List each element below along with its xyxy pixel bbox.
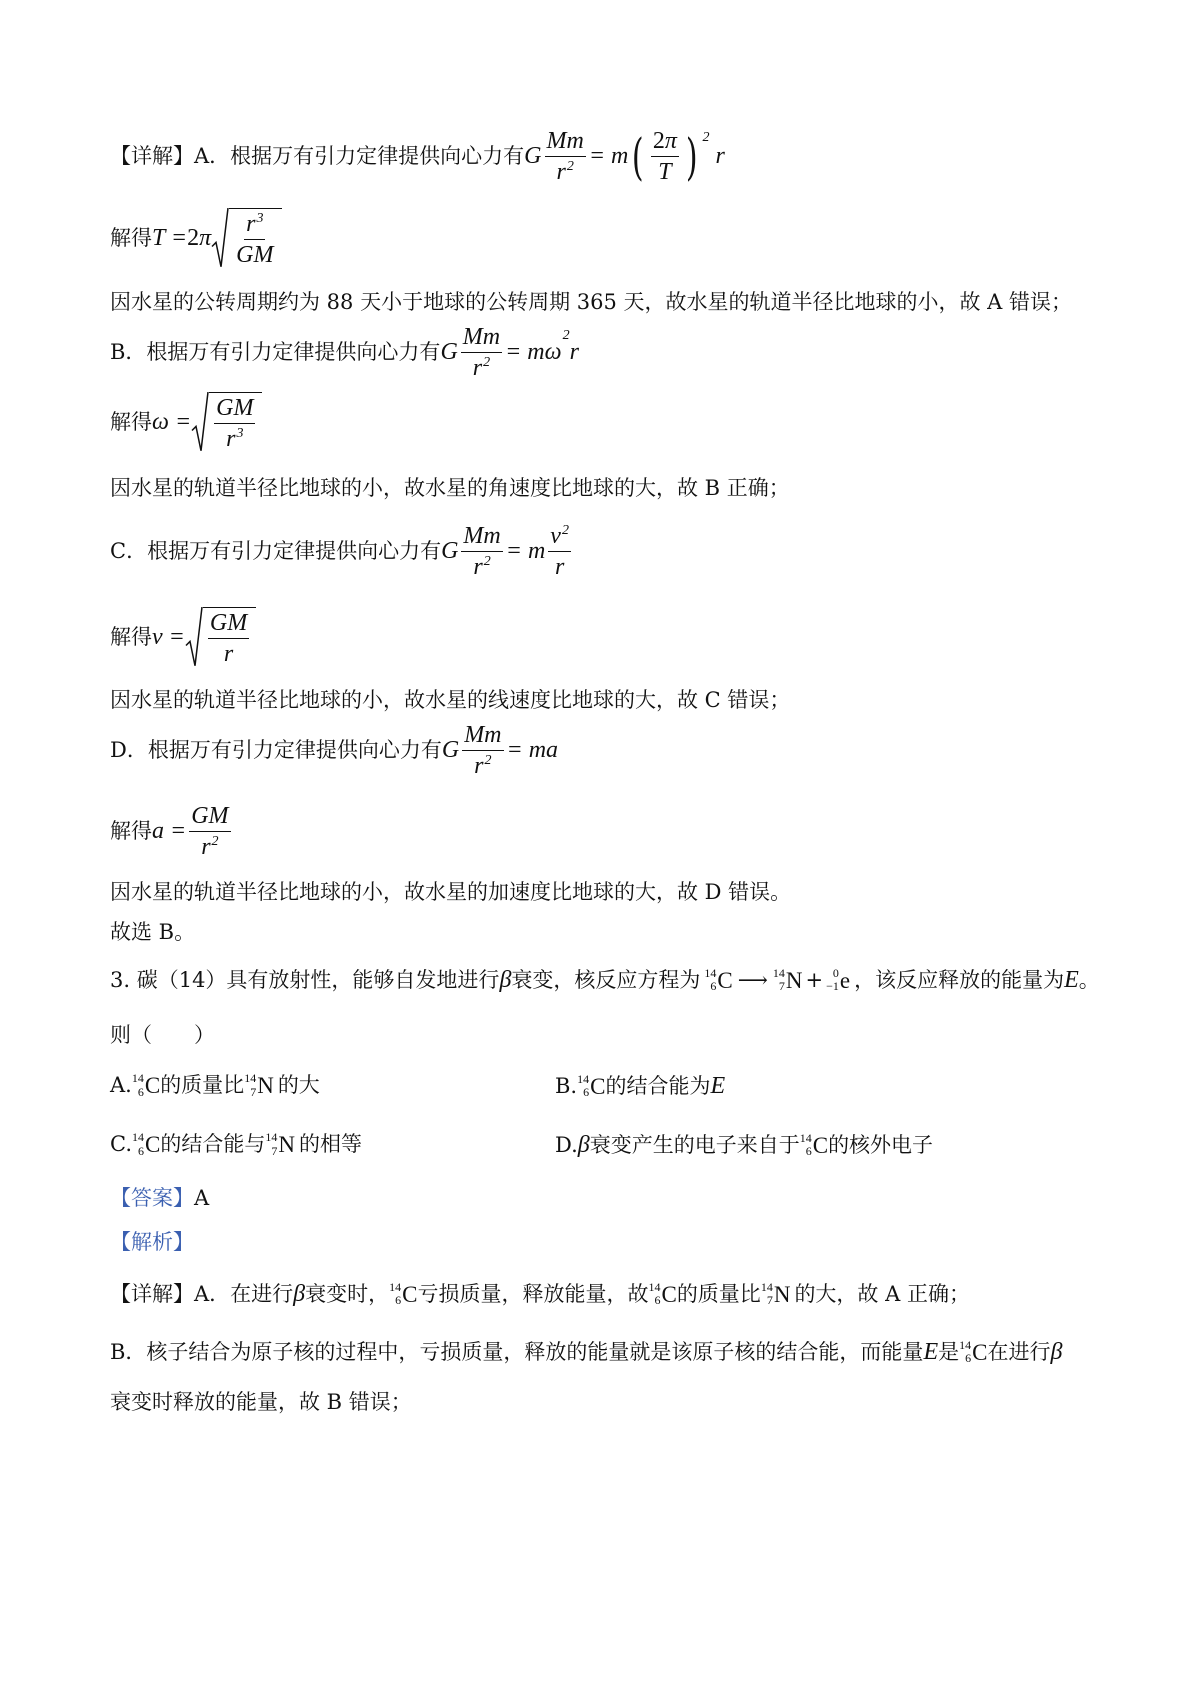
answer-label: 【答案】 [110, 1186, 194, 1210]
detail-a-solve: 解得 [110, 225, 152, 250]
formula-acceleration-result: a = $\frac{GM}{r^2}$ [152, 803, 229, 861]
formula-omega-result: ω = $\frac{GM}{r^3}$ [152, 392, 262, 453]
option-c[interactable]: C. 14 6 C 的结合能与 14 7 N 的相等 [110, 1130, 362, 1158]
detail-a-line [110, 128, 725, 186]
formula-gravity-omega: G $\frac{Mm}{r^2}$ = mω $^2$ r [440, 324, 579, 382]
formula-gravity-velocity: G $\frac{Mm}{r^2}$ = m $\frac{v^2}{r}$ [441, 523, 569, 581]
question3-stem-part2: 衰变，核反应方程为 [511, 967, 701, 992]
question3-stem-part1: 3. 碳（14）具有放射性，能够自发地进行 [110, 967, 500, 992]
detail-b-prefix: B．根据万有引力定律提供向心力有 [110, 340, 441, 365]
detail-b-solve-line [110, 392, 262, 453]
detail3-b-line: B．核子结合为原子核的过程中，亏损质量，释放的能量就是该原子核的结合能，而能量 E 是 14 6 C 在进行 β [110, 1337, 1063, 1366]
detail3-b-line2: 衰变时释放的能量，故 B 错误； [110, 1390, 412, 1414]
option-b[interactable]: B. 14 6 C 的结合能为 E [555, 1071, 726, 1100]
question3-stem-part3: ，该反应释放的能量为 [854, 967, 1065, 992]
detail-c-prefix: C．根据万有引力定律提供向心力有 [110, 539, 442, 564]
detail-c-line [110, 523, 574, 581]
detail-c-solve-line [110, 607, 256, 668]
question3-stem-part4: 。 [1078, 967, 1100, 992]
detail-d-prefix: D．根据万有引力定律提供向心力有 [110, 738, 442, 763]
option-a[interactable]: A. 14 6 C 的质量比 14 7 N 的大 [110, 1071, 320, 1099]
formula-period-result: T = 2 π $\frac{r^3}{GM}$ [152, 208, 282, 269]
answer-line [110, 1186, 209, 1211]
detail-b-conclusion: 因水星的轨道半径比地球的小，故水星的角速度比地球的大，故 B 正确； [110, 476, 790, 500]
question3-stem-line2: 则（ ） [110, 1023, 215, 1047]
final-choice: 故选 B。 [110, 920, 196, 944]
detail-b-solve: 解得 [110, 409, 152, 434]
nuclear-equation: 14 6 C ⟶ 14 7 N + 0 −1 e [704, 965, 851, 994]
detail-d-line [110, 722, 558, 780]
detail-d-solve-line [110, 803, 234, 861]
formula-velocity-result: v = $\frac{GM}{r}$ [152, 607, 256, 668]
detail-a-conclusion: 因水星的公转周期约为 88 天小于地球的公转周期 365 天，故水星的轨道半径比地球的小，故 A 错误； [110, 290, 1073, 314]
detail-d-solve: 解得 [110, 819, 152, 844]
question3-stem: 3. 碳（14）具有放射性，能够自发地进行 β 衰变，核反应方程为 14 6 C ⟶ 14 7 N + 0 −1 e ，该反应释放的能量为 E 。 [110, 965, 1100, 994]
formula-gravity-acceleration: G $\frac{Mm}{r^2}$ = ma [441, 722, 559, 780]
detail-c-solve: 解得 [110, 624, 152, 649]
detail-d-conclusion: 因水星的轨道半径比地球的小，故水星的加速度比地球的大，故 D 错误。 [110, 880, 792, 904]
analysis-line [110, 1230, 194, 1255]
answer-value: A [194, 1186, 210, 1210]
detail-a-solve-line [110, 208, 282, 269]
detail3-a-line: 【详解】A．在进行 β 衰变时， 14 6 C 亏损质量，释放能量，故 14 6 C 的质量比 14 7 N 的大，故 A 正确； [110, 1279, 970, 1308]
formula-gravity-period: G $\frac{Mm}{r^2}$ = m ( $\frac{2\pi}{T}$ ) $^2$ r [524, 127, 725, 186]
detail-c-conclusion: 因水星的轨道半径比地球的小，故水星的线速度比地球的大，故 C 错误； [110, 688, 791, 712]
option-d[interactable]: D. β 衰变产生的电子来自于 14 6 C 的核外电子 [555, 1130, 934, 1159]
detail-b-line [110, 324, 579, 382]
detail-a-prefix: 【详解】A．根据万有引力定律提供向心力有 [110, 144, 525, 169]
analysis-label: 【解析】 [110, 1230, 194, 1254]
